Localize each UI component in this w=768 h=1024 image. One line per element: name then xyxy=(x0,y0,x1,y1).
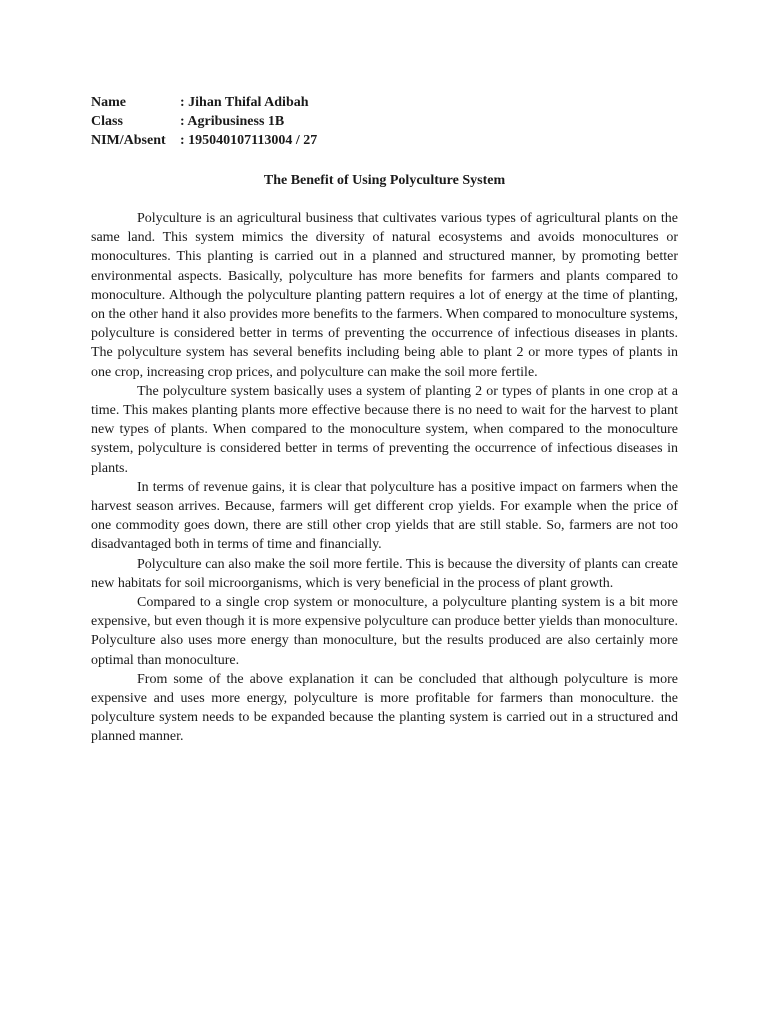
name-label: Name xyxy=(91,95,126,110)
nim-label: NIM/Absent xyxy=(91,133,166,148)
student-info-header xyxy=(91,93,317,150)
paragraph: From some of the above explanation it can be concluded that although polyculture is more expensive and uses more energy, polyculture is more profitable for farmers than monoculture. the polyculture system needs to be expanded because the planting system is carried out in a structured and planned manner. xyxy=(91,671,678,745)
nim-row xyxy=(91,131,317,150)
paragraph: Polyculture is an agricultural business that cultivates various types of agricultural plants on the same land. This system mimics the diversity of natural ecosystems and avoids monocultures or monocultures. This planting is carried out in a planned and structured manner, by promoting better environmental aspects. Basically, polyculture has more benefits for farmers and plants compared to monoculture. Although the polyculture planting pattern requires a lot of energy at the time of planting, on the other hand it also provides more benefits to the farmers. When compared to monoculture systems, polyculture is considered better in terms of preventing the occurrence of infectious diseases in plants. The polyculture system has several benefits including being able to plant 2 or more types of plants in one crop, increasing crop prices, and polyculture can make the soil more fertile. xyxy=(91,211,678,380)
document-title: The Benefit of Using Polyculture System xyxy=(263,173,506,188)
class-value: : Agribusiness 1B xyxy=(180,114,285,129)
paragraph: Polyculture can also make the soil more fertile. This is because the diversity of plants can create new habitats for soil microorganisms, which is very beneficial in the process of plant growth. xyxy=(91,556,678,591)
name-row xyxy=(91,93,317,112)
paragraph: Compared to a single crop system or monoculture, a polyculture planting system is a bit more expensive, but even though it is more expensive polyculture can produce better yields than monoculture. Polyculture also uses more energy than monoculture, but the results produced are also certainly more optimal than monoculture. xyxy=(91,595,678,668)
paragraph: The polyculture system basically uses a system of planting 2 or types of plants in one crop at a time. This makes planting plants more effective because there is no need to wait for the harvest to plant new types of plants. When compared to the monoculture system, when compared to the monoculture system, polyculture is considered better in terms of preventing the occurrence of infectious diseases in plants. xyxy=(91,383,678,476)
name-value: : Jihan Thifal Adibah xyxy=(180,95,309,110)
paragraph: In terms of revenue gains, it is clear that polyculture has a positive impact on farmers when the harvest season arrives. Because, farmers will get different crop yields. For example when the price of one commodity goes down, there are still other crop yields that are still stable. So, farmers are not too disadvantaged both in terms of time and financially. xyxy=(91,479,678,553)
nim-value: : 195040107113004 / 27 xyxy=(180,133,318,148)
class-label: Class xyxy=(91,114,123,129)
essay-body xyxy=(91,209,678,747)
class-row xyxy=(91,112,317,131)
